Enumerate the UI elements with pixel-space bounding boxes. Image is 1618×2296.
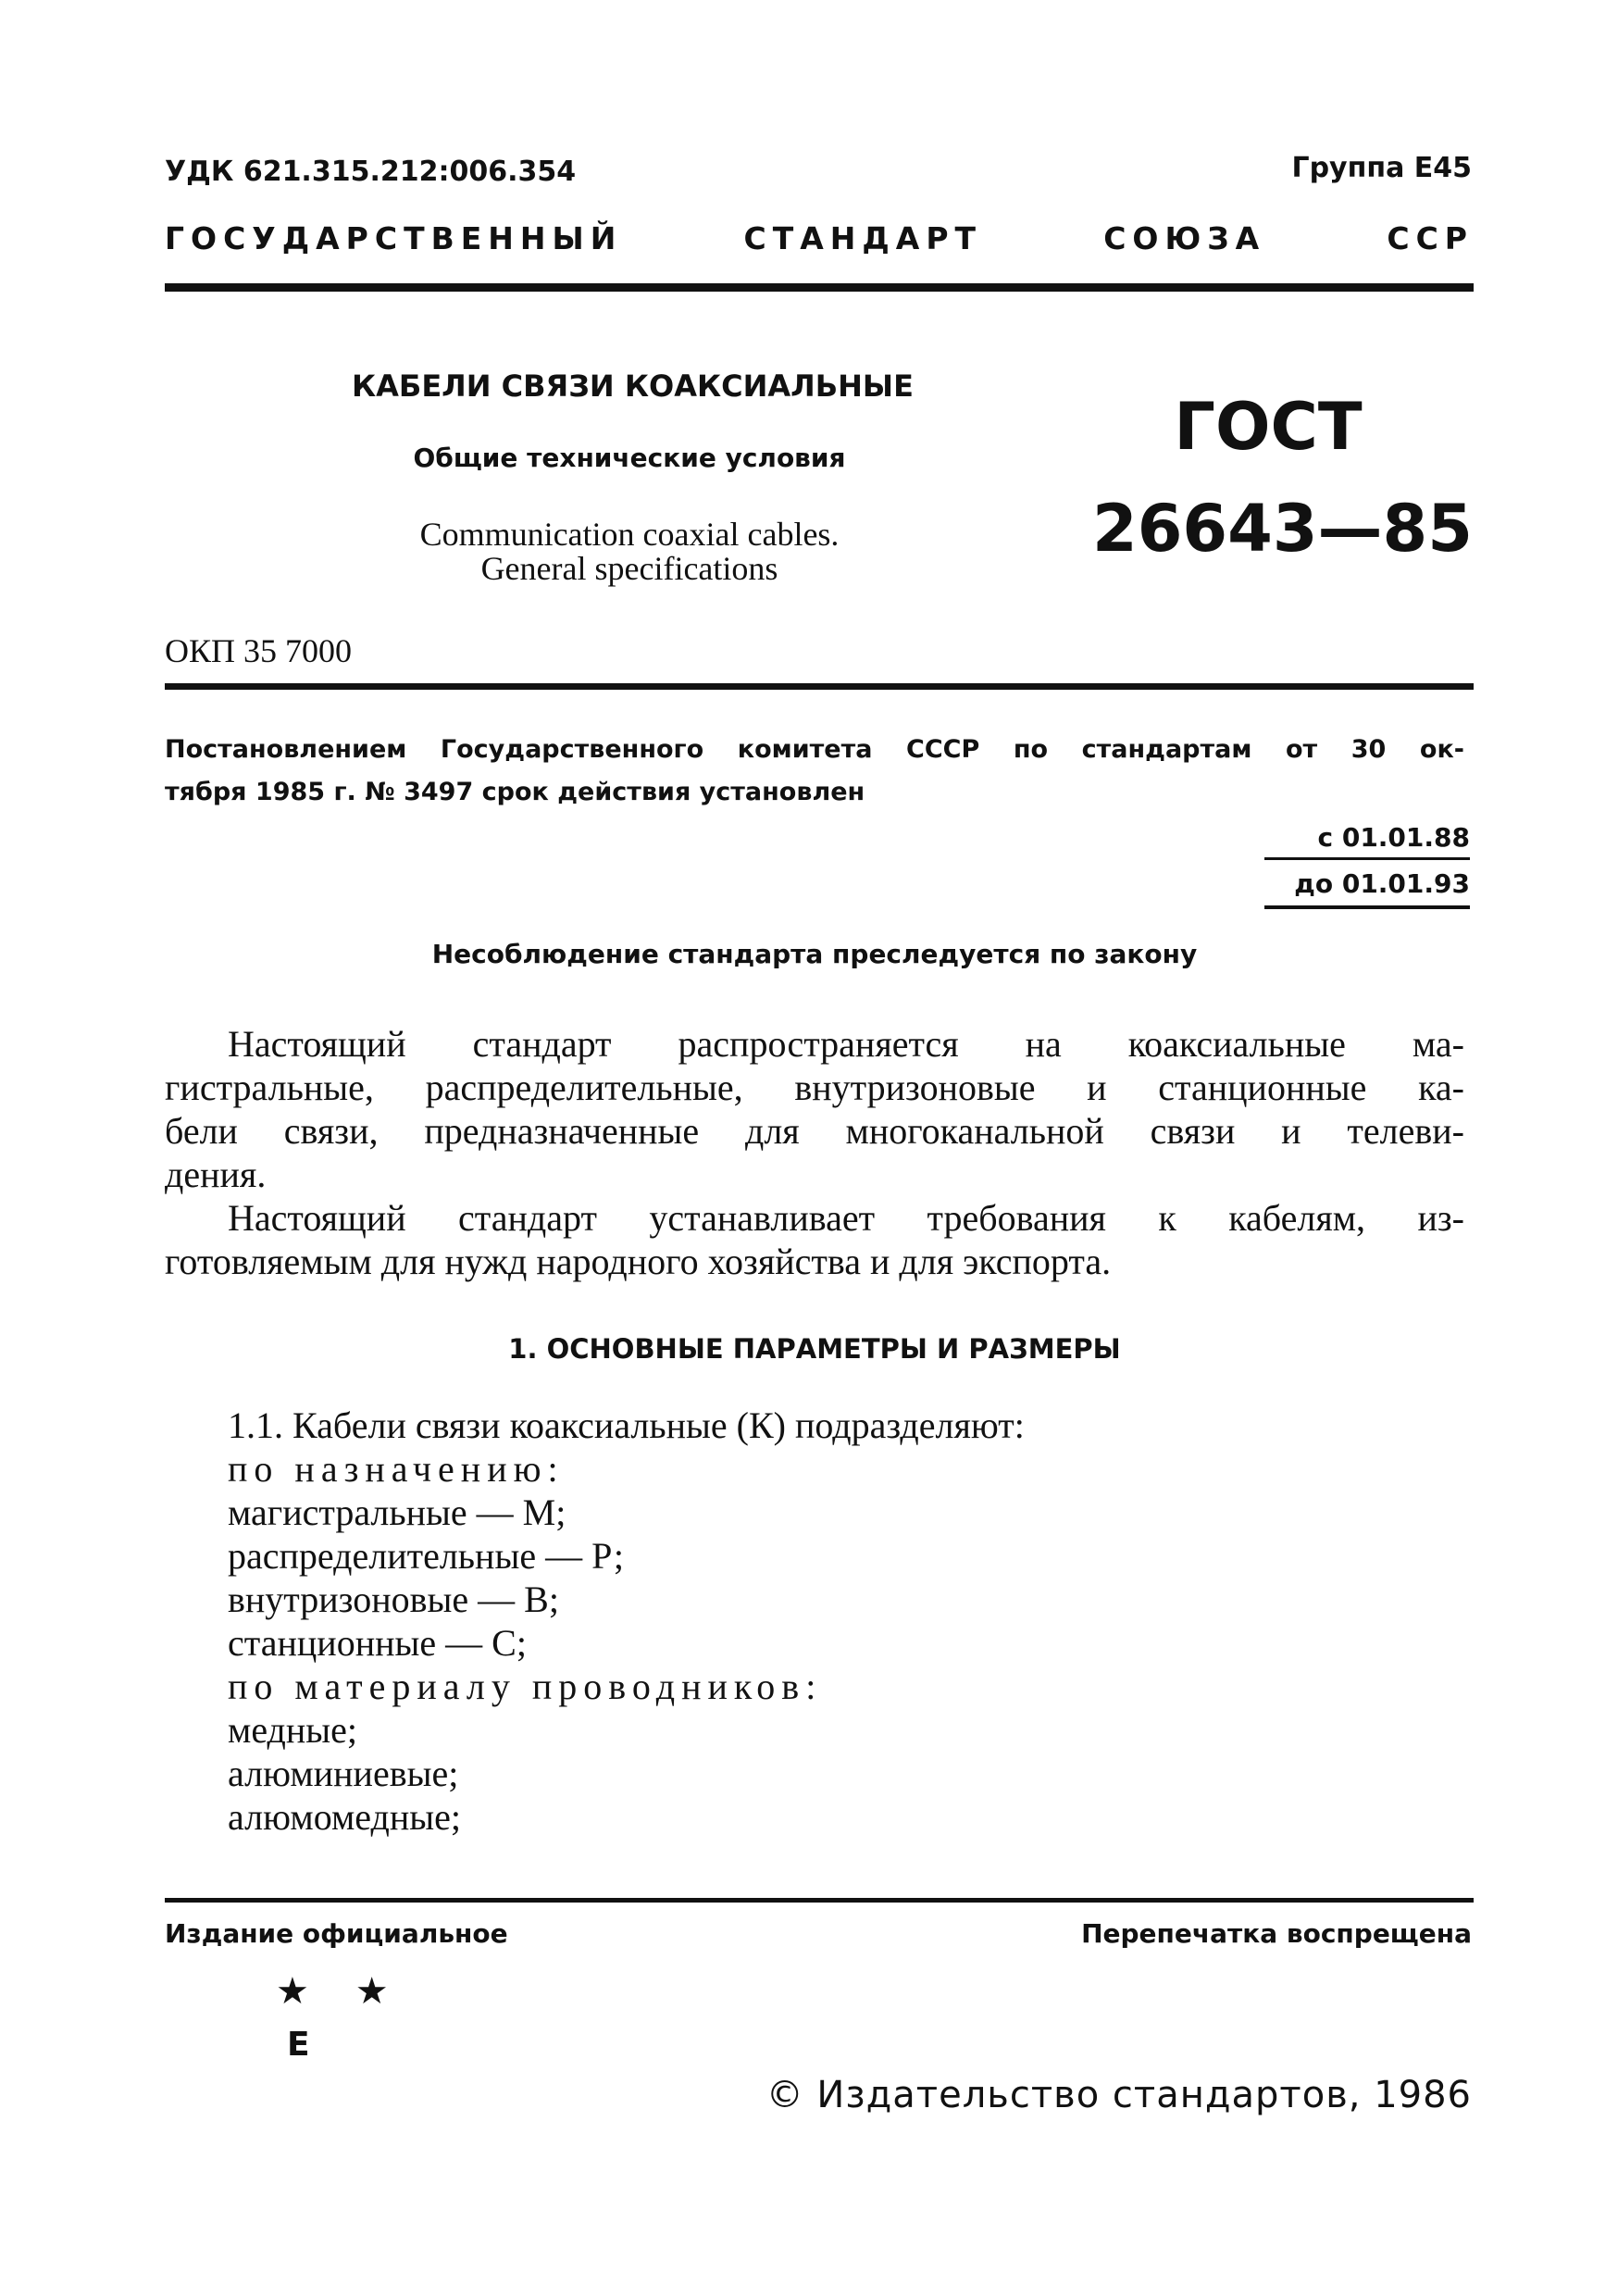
list-item: алюмомедные; [228,1796,462,1838]
date-rule [1264,905,1470,909]
state-standard-word: ССР [1387,220,1474,256]
effective-date-to: до 01.01.93 [1294,868,1470,899]
paragraph-line: бели связи, предназначенные для многоканальной связи и телеви- [165,1110,1464,1152]
star-marks: ★ ★ [276,1970,405,2013]
state-standard-word: ГОСУДАРСТВЕННЫЙ [165,220,623,256]
footer-rule [165,1898,1474,1903]
list-item: по материалу проводников: [228,1666,823,1707]
group-code: Группа Е45 [1291,152,1472,184]
date-rule [1264,857,1470,860]
document-title: КАБЕЛИ СВЯЗИ КОАКСИАЛЬНЫЕ [352,368,914,404]
paragraph-line: Настоящий стандарт устанавливает требования к кабелям, из- [228,1197,1464,1239]
document-subtitle: Общие технические условия [413,443,846,473]
list-item: станционные — С; [228,1622,527,1664]
english-title-line: General specifications [480,550,778,587]
paragraph-line: дения. [165,1154,267,1195]
decree-text-line: тября 1985 г. № 3497 срок действия установлен [165,778,865,806]
state-standard-heading [165,220,1474,256]
list-item: 1.1. Кабели связи коаксиальные (К) подразделяют: [228,1404,1025,1446]
decree-text-line: Постановлением Государственного комитета СССР по стандартам от 30 ок- [165,735,1464,764]
list-item: по назначению: [228,1448,565,1490]
list-item: распределительные — Р; [228,1535,624,1577]
legal-notice: Несоблюдение стандарта преследуется по закону [431,939,1198,969]
list-item: магистральные — М; [228,1491,566,1533]
list-item: алюминиевые; [228,1753,459,1794]
list-item: внутризоновые — В; [228,1578,559,1620]
publisher-copyright: © Издательство стандартов, 1986 [765,2074,1472,2116]
header-rule-thick [165,283,1474,292]
english-title-line: Communication coaxial cables. [419,516,840,553]
section-heading: 1. ОСНОВНЫЕ ПАРАМЕТРЫ И РАЗМЕРЫ [508,1333,1121,1365]
effective-date-from: с 01.01.88 [1317,822,1470,853]
paragraph-line: Настоящий стандарт распространяется на коаксиальные ма- [228,1023,1464,1065]
okp-code: ОКП 35 7000 [165,632,353,669]
udk-code: УДК 621.315.212:006.354 [165,156,577,188]
paragraph-line: гистральные, распределительные, внутризоновые и станционные ка- [165,1067,1464,1108]
paragraph-line: готовляемым для нужд народного хозяйства и для экспорта. [165,1241,1112,1282]
gost-label: ГОСТ [1174,389,1363,465]
edition-letter: Е [287,2026,310,2064]
gost-number: 26643—85 [1092,491,1473,567]
reprint-notice: Перепечатка воспрещена [1081,1918,1472,1949]
title-rule [165,683,1474,690]
state-standard-word: СТАНДАРТ [743,220,983,256]
state-standard-word: СОЮЗА [1103,220,1266,256]
edition-label: Издание официальное [165,1918,508,1949]
list-item: медные; [228,1709,358,1751]
